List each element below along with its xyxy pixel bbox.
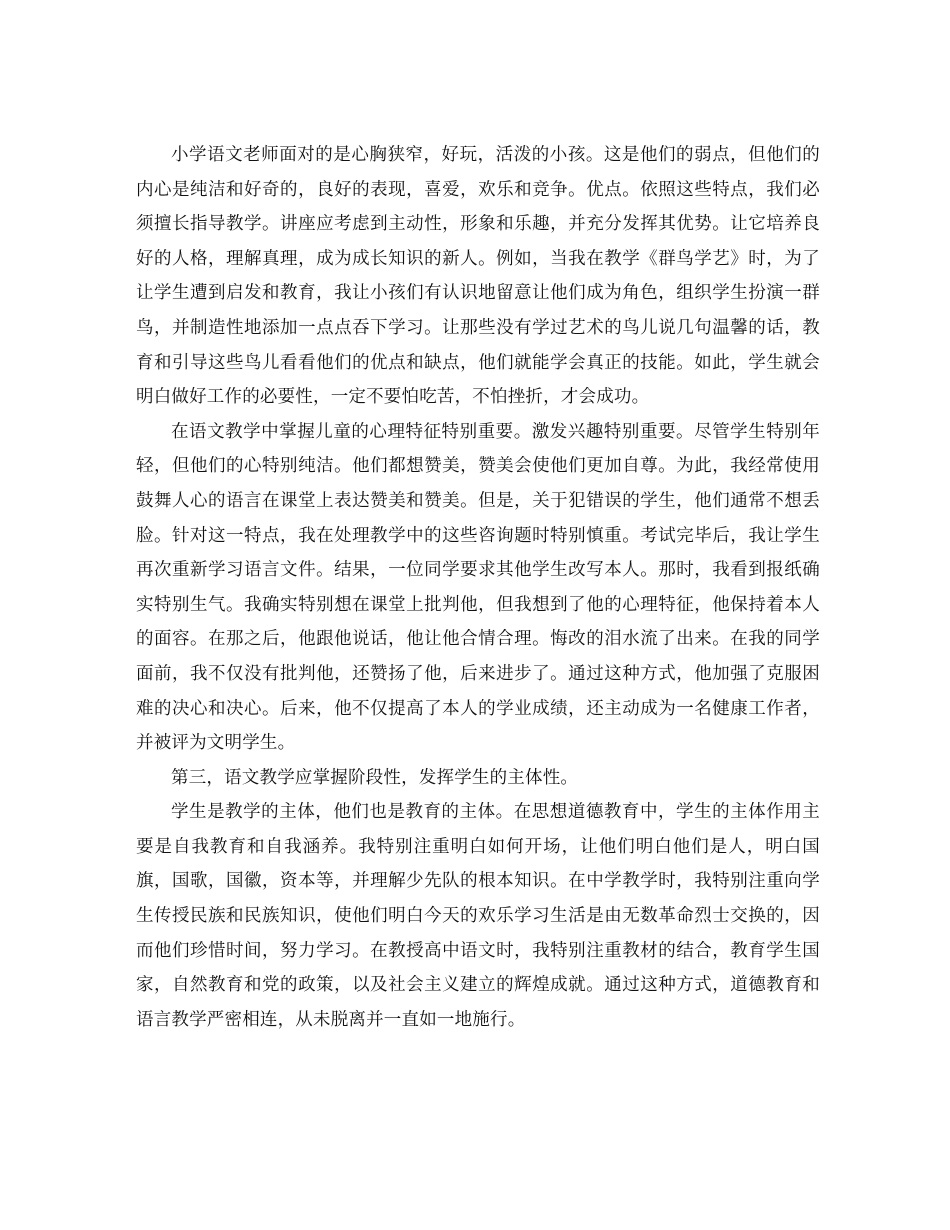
paragraph-3: 第三，语文教学应掌握阶段性，发挥学生的主体性。 (171, 767, 579, 788)
document-body (136, 138, 820, 1037)
paragraph-2: 在语文教学中掌握儿童的心理特征特别重要。激发兴趣特别重要。尽管学生特别年轻，但他们的心特别纯洁。他们都想赞美，赞美会使他们更加自尊。为此，我经常使用鼓舞人心的语言在课堂上表达赞美和赞美。但是，关于犯错误的学生，他们通常不想丢脸。针对这一特点，我在处理教学中的这些咨询题时特别慎重。考试完毕后，我让学生再次重新学习语言文件。结果，一位同学要求其他学生改写本人。那时，我看到报纸确实特别生气。我确实特别想在课堂上批判他，但我想到了他的心理特征，他保持着本人的面容。在那之后，他跟他说话，他让他合情合理。悔改的泪水流了出来。在我的同学面前，我不仅没有批判他，还赞扬了他，后来进步了。通过这种方式，他加强了克服困难的决心和决心。后来，他不仅提高了本人的学业成绩，还主动成为一名健康工作者，并被评为文明学生。 (136, 421, 820, 754)
paragraph-4: 学生是教学的主体，他们也是教育的主体。在思想道德教育中，学生的主体作用主要是自我教育和自我涵养。我特别注重明白如何开场，让他们明白他们是人，明白国旗，国歌，国徽，资本等，并理解少先队的根本知识。在中学教学时，我特别注重向学生传授民族和民族知识，使他们明白今天的欢乐学习生活是由无数革命烈士交换的，因而他们珍惜时间，努力学习。在教授高中语文时，我特别注重教材的结合，教育学生国家，自然教育和党的政策，以及社会主义建立的辉煌成就。通过这种方式，道德教育和语言教学严密相连，从未脱离并一直如一地施行。 (136, 802, 820, 1030)
paragraph-1: 小学语文老师面对的是心胸狭窄，好玩，活泼的小孩。这是他们的弱点，但他们的内心是纯洁和好奇的，良好的表现，喜爱，欢乐和竞争。优点。依照这些特点，我们必须擅长指导教学。讲座应考虑到主动性，形象和乐趣，并充分发挥其优势。让它培养良好的人格，理解真理，成为成长知识的新人。例如，当我在教学《群鸟学艺》时，为了让学生遭到启发和教育，我让小孩们有认识地留意让他们成为角色，组织学生扮演一群鸟，并制造性地添加一点点吞下学习。让那些没有学过艺术的鸟儿说几句温馨的话，教育和引导这些鸟儿看看他们的优点和缺点，他们就能学会真正的技能。如此，学生就会明白做好工作的必要性，一定不要怕吃苦，不怕挫折，才会成功。 (136, 145, 820, 408)
